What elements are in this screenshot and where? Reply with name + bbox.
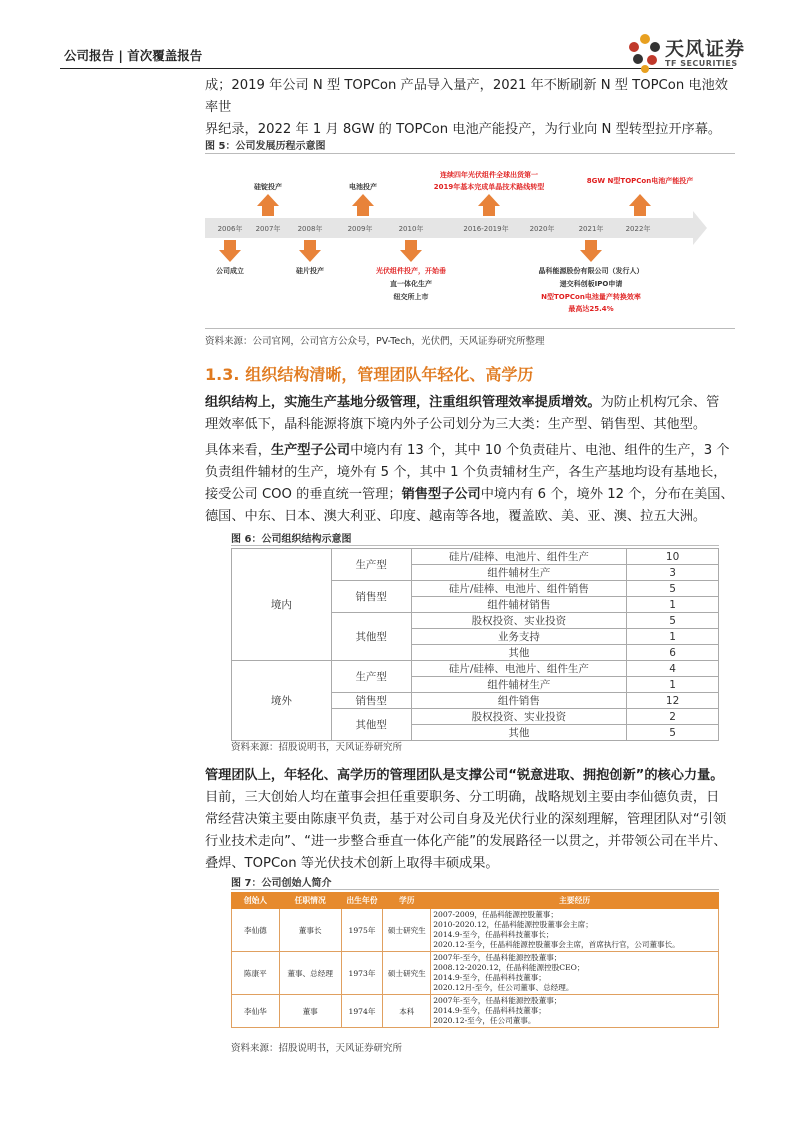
- event-label: 公司成立: [216, 267, 244, 275]
- type-cell: 其他型: [331, 613, 411, 661]
- desc-cell: 组件辅材生产: [411, 565, 627, 581]
- founder-year: 1973年: [341, 952, 383, 995]
- founder-year: 1975年: [341, 909, 383, 952]
- desc-cell: 股权投资、实业投资: [411, 613, 627, 629]
- desc-cell: 组件辅材生产: [411, 677, 627, 693]
- founder-experience: [431, 909, 719, 952]
- p2-text: 接受公司 COO 的垂直统一管理；: [205, 487, 402, 502]
- desc-cell: 组件销售: [411, 693, 627, 709]
- section-title-text: 组织结构清晰，管理团队年轻化、高学历: [245, 365, 534, 384]
- logo-mark-icon: [625, 30, 663, 74]
- figure-5-bottom-rule: [205, 328, 735, 329]
- down-arrow-icon: [580, 240, 602, 262]
- p3-line: 叠焊、TOPCon 等光伏技术创新上取得丰硕成果。: [205, 856, 499, 871]
- paragraph-subsidiaries: [205, 440, 735, 528]
- table-row: [232, 909, 719, 952]
- column-header: 创始人: [232, 893, 280, 909]
- p2-line: 德国、中东、日本、澳大利亚、印度、越南等各地，覆盖欧、美、亚、澳、拉五大洲。: [205, 509, 707, 524]
- logo: [625, 30, 745, 75]
- figure-5-rule: [205, 153, 735, 154]
- type-cell: 销售型: [331, 693, 411, 709]
- count-cell: 1: [627, 597, 719, 613]
- paragraph-management: [205, 765, 735, 875]
- founder-role: 董事长: [279, 909, 341, 952]
- event-label: 晶科能源股份有限公司（发行人）: [538, 267, 644, 275]
- count-cell: 12: [627, 693, 719, 709]
- down-arrow-icon: [219, 240, 241, 262]
- section-title: [205, 362, 533, 385]
- founder-name: 陈康平: [232, 952, 280, 995]
- desc-cell: 股权投资、实业投资: [411, 709, 627, 725]
- year-label: 2008年: [297, 225, 323, 233]
- year-label: 2006年: [217, 225, 243, 233]
- desc-cell: 组件辅材销售: [411, 597, 627, 613]
- type-cell: 销售型: [331, 581, 411, 613]
- year-label: 2022年: [625, 225, 651, 233]
- experience-line: 2007年-至今，任晶科能源控股董事；: [433, 996, 562, 1005]
- experience-line: 2007年-至今，任晶科能源控股董事；: [433, 953, 562, 962]
- founder-edu: 本科: [383, 995, 431, 1028]
- column-header: 任职情况: [279, 893, 341, 909]
- experience-line: 2010-2020.12，任晶科能源控股董事会主席；: [433, 920, 593, 929]
- experience-line: 2014.9-至今，任晶科科技董事长；: [433, 930, 554, 939]
- desc-cell: 业务支持: [411, 629, 627, 645]
- year-label: 2016-2019年: [463, 225, 509, 233]
- up-arrow-icon: [629, 194, 651, 216]
- experience-line: 2007-2009，任晶科能源控股董事；: [433, 910, 558, 919]
- experience-line: 2008.12-2020.12，任晶科能源控股CEO；: [433, 963, 585, 972]
- founder-edu: 硕士研究生: [383, 909, 431, 952]
- event-label: 硅片投产: [296, 267, 324, 275]
- founder-year: 1974年: [341, 995, 383, 1028]
- event-label: N型TOPCon电池量产转换效率: [541, 293, 641, 301]
- table-header-row: [232, 893, 719, 909]
- year-label: 2007年: [255, 225, 281, 233]
- desc-cell: 硅片/硅棒、电池片、组件生产: [411, 549, 627, 565]
- figure-7-source: 资料来源：招股说明书，天风证券研究所: [231, 1043, 403, 1054]
- p3-bold: 管理团队上，年轻化、高学历的管理团队是支撑公司“锐意进取、拥抱创新”的核心力量。: [205, 768, 724, 783]
- year-label: 2021年: [578, 225, 604, 233]
- count-cell: 4: [627, 661, 719, 677]
- column-header: 主要经历: [431, 893, 719, 909]
- experience-line: 2020.12-至今，任晶科能源控股董事会主席，首席执行官，公司董事长。: [433, 940, 680, 949]
- type-cell: 其他型: [331, 709, 411, 741]
- p3-line: 行业技术走向”、“进一步整合垂直一体化产能”的发展路径一以贯之，并带领公司在半片、: [205, 834, 727, 849]
- p1-line-2: 理效率低下，晶科能源将旗下境内外子公司划分为三大类：生产型、销售型、其他型。: [205, 417, 707, 432]
- event-label: 直一体化生产: [390, 280, 432, 288]
- p2-text: 中境内有 13 个，其中 10 个负责硅片、电池、组件的生产，3 个: [350, 443, 730, 458]
- count-cell: 3: [627, 565, 719, 581]
- founder-role: 董事、总经理: [279, 952, 341, 995]
- section-number: 1.3.: [205, 365, 240, 384]
- event-label: 电池投产: [349, 183, 377, 191]
- figure-7-title: 图 7：公司创始人简介: [231, 878, 332, 889]
- experience-line: 2014.9-至今，任晶科科技董事；: [433, 1006, 546, 1015]
- desc-cell: 其他: [411, 645, 627, 661]
- p3-line: 目前，三大创始人均在董事会担任重要职务、分工明确，战略规划主要由李仙德负责，日: [205, 790, 720, 805]
- p2-bold: 生产型子公司: [270, 443, 351, 458]
- experience-line: 2020.12-至今，任公司董事。: [433, 1016, 536, 1025]
- up-arrow-icon: [352, 194, 374, 216]
- count-cell: 5: [627, 581, 719, 597]
- event-label: 最高达25.4%: [568, 305, 614, 313]
- founders-table: [231, 892, 719, 1028]
- type-cell: 生产型: [331, 549, 411, 581]
- founder-name: 李仙华: [232, 995, 280, 1028]
- event-label: 递交科创板IPO申请: [559, 280, 623, 288]
- event-label: 2019年基本完成单晶技术路线转型: [433, 183, 545, 191]
- intro-line-1: 成；2019 年公司 N 型 TOPCon 产品导入量产，2021 年不断刷新 N 型 TOPCon 电池效率世: [205, 78, 728, 115]
- desc-cell: 硅片/硅棒、电池片、组件销售: [411, 581, 627, 597]
- p1-bold: 组织结构上，实施生产基地分级管理，注重组织管理效率提质增效。: [205, 395, 601, 410]
- table-row: [232, 661, 719, 677]
- figure-5-source: 资料来源：公司官网，公司官方公众号，PV-Tech，光伏們，天风证券研究所整理: [205, 336, 545, 347]
- p1-rest: 为防止机构冗余、管: [600, 395, 720, 410]
- event-label: 硅锭投产: [254, 183, 282, 191]
- region-cell: 境内: [232, 549, 332, 661]
- intro-paragraph: [205, 75, 735, 141]
- founder-edu: 硕士研究生: [383, 952, 431, 995]
- down-arrow-icon: [299, 240, 321, 262]
- type-cell: 生产型: [331, 661, 411, 693]
- timeline-diagram: [205, 158, 735, 323]
- report-header: 公司报告 | 首次覆盖报告: [64, 48, 203, 63]
- paragraph-org-structure: [205, 392, 735, 436]
- figure-6-rule: [231, 545, 719, 546]
- p2-line: 负责组件辅材的生产，境外有 5 个，其中 1 个负责辅材生产，各生产基地均设有基地长，: [205, 465, 727, 480]
- p2-text: 中境内有 6 个，境外 12 个，分布在美国、: [480, 487, 734, 502]
- org-structure-table: [231, 548, 719, 741]
- p2-text: 具体来看，: [205, 443, 271, 458]
- year-label: 2010年: [398, 225, 424, 233]
- count-cell: 1: [627, 677, 719, 693]
- figure-5-title: 图 5：公司发展历程示意图: [205, 141, 326, 152]
- founder-name: 李仙德: [232, 909, 280, 952]
- experience-line: 2020.12月-至今，任公司董事、总经理。: [433, 983, 574, 992]
- p2-bold: 销售型子公司: [401, 487, 481, 502]
- down-arrow-icon: [400, 240, 422, 262]
- up-arrow-icon: [478, 194, 500, 216]
- count-cell: 5: [627, 613, 719, 629]
- desc-cell: 硅片/硅棒、电池片、组件生产: [411, 661, 627, 677]
- count-cell: 6: [627, 645, 719, 661]
- experience-line: 2014.9-至今，任晶科科技董事；: [433, 973, 546, 982]
- figure-6-source: 资料来源：招股说明书，天风证券研究所: [231, 742, 403, 753]
- year-label: 2020年: [529, 225, 555, 233]
- founder-experience: [431, 995, 719, 1028]
- figure-7-rule: [231, 889, 719, 890]
- year-label: 2009年: [347, 225, 373, 233]
- logo-text-en: TF SECURITIES: [665, 59, 738, 68]
- region-cell: 境外: [232, 661, 332, 741]
- event-label: 光伏组件投产，开始垂: [376, 267, 446, 275]
- figure-6-title: 图 6：公司组织结构示意图: [231, 534, 352, 545]
- event-label: 8GW N型TOPCon电池产能投产: [586, 177, 694, 185]
- desc-cell: 其他: [411, 725, 627, 741]
- table-row: [232, 995, 719, 1028]
- count-cell: 10: [627, 549, 719, 565]
- p3-line: 常经营决策主要由陈康平负责，基于对公司自身及光伏行业的深刻理解，管理团队对“引领: [205, 812, 727, 827]
- founder-role: 董事: [279, 995, 341, 1028]
- intro-line-2: 界纪录，2022 年 1 月 8GW 的 TOPCon 电池产能投产，为行业向 N 型转型拉开序幕。: [205, 122, 722, 137]
- event-label: 连续四年光伏组件全球出货第一: [440, 171, 538, 179]
- founder-experience: [431, 952, 719, 995]
- column-header: 学历: [383, 893, 431, 909]
- count-cell: 1: [627, 629, 719, 645]
- up-arrow-icon: [257, 194, 279, 216]
- table-row: [232, 549, 719, 565]
- count-cell: 2: [627, 709, 719, 725]
- column-header: 出生年份: [341, 893, 383, 909]
- logo-text-cn: 天风证券: [665, 38, 746, 60]
- count-cell: 5: [627, 725, 719, 741]
- event-label: 纽交所上市: [393, 293, 429, 301]
- table-row: [232, 952, 719, 995]
